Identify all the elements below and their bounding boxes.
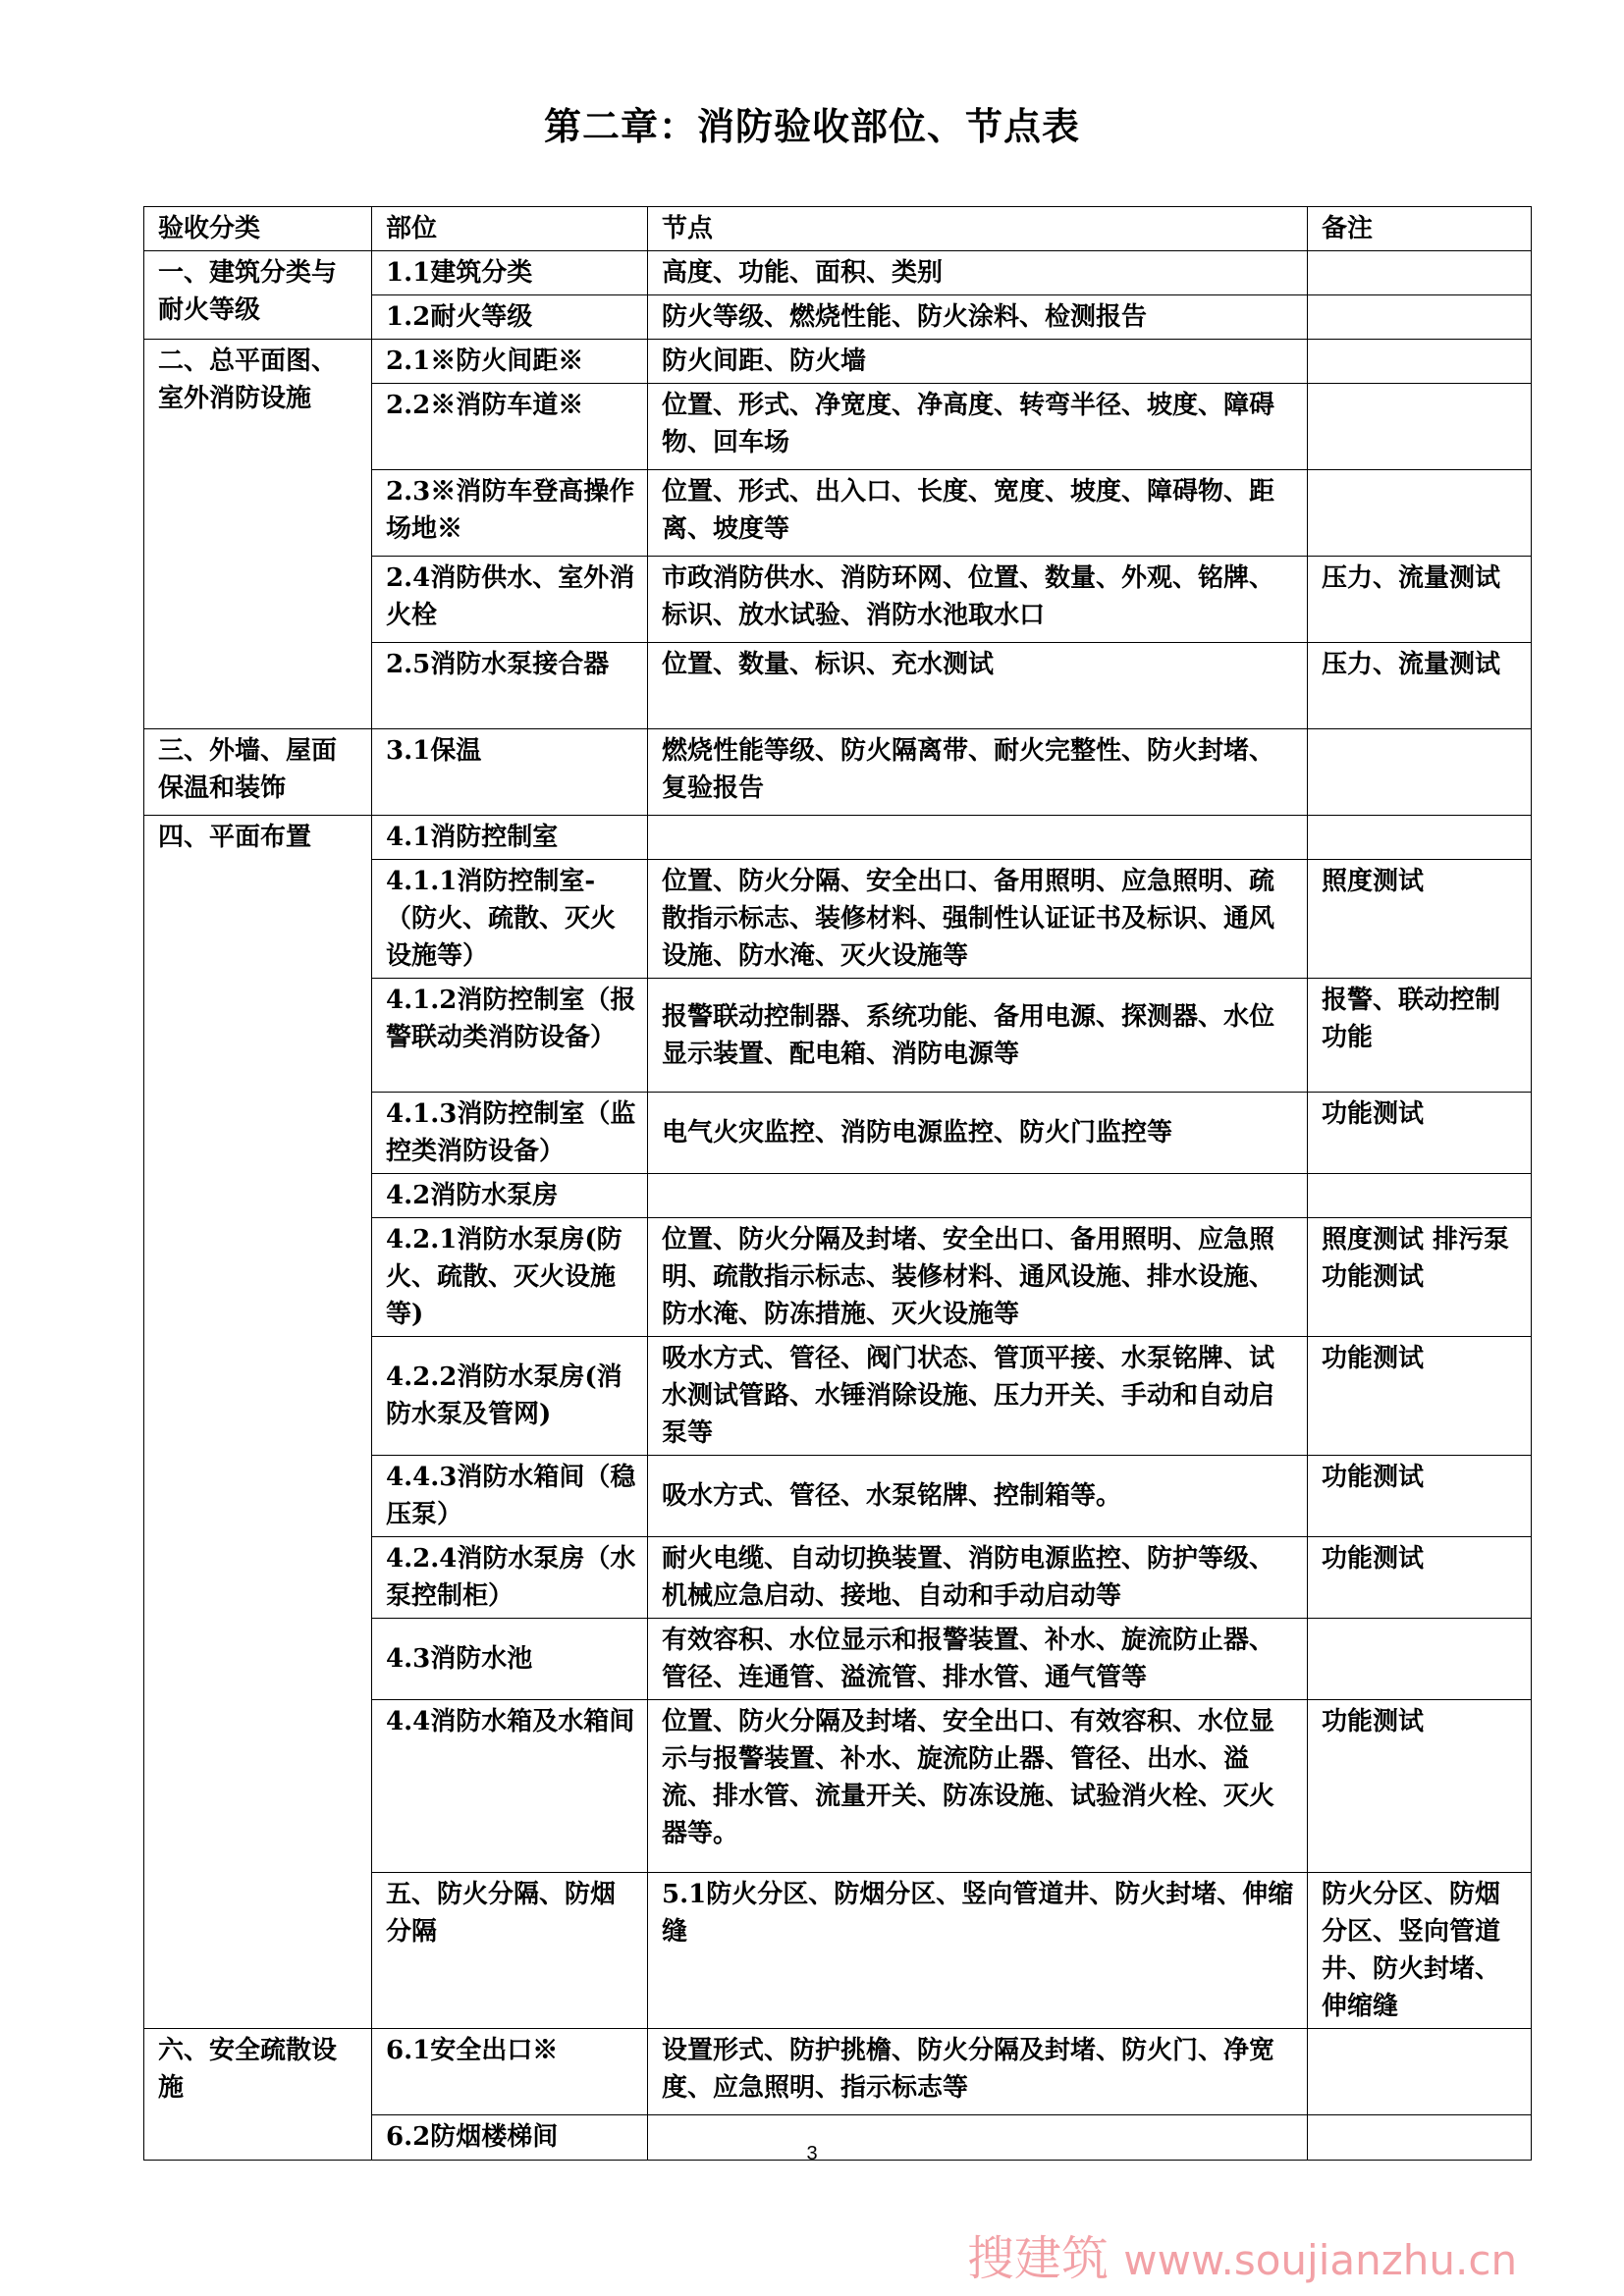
part-cell: 4.2.2消防水泵房(消防水泵及管网) — [372, 1337, 648, 1456]
part-cell: 4.1消防控制室 — [372, 816, 648, 860]
node-cell — [648, 1174, 1308, 1218]
node-cell: 耐火电缆、自动切换装置、消防电源监控、防护等级、机械应急启动、接地、自动和手动启动等 — [648, 1537, 1308, 1619]
part-cell: 3.1保温 — [372, 729, 648, 816]
watermark-cn: 搜建筑 — [967, 2231, 1110, 2286]
note-cell: 功能测试 — [1308, 1537, 1532, 1619]
page-number: 3 — [806, 2143, 818, 2164]
category-cell: 五、防火分隔、防烟分隔 — [372, 1873, 648, 2029]
category-cell: 三、外墙、屋面保温和装饰 — [144, 729, 372, 816]
note-cell: 照度测试 — [1308, 860, 1532, 979]
part-cell: 1.1建筑分类 — [372, 251, 648, 295]
node-cell: 防火间距、防火墙 — [648, 340, 1308, 384]
note-cell: 报警、联动控制功能 — [1308, 979, 1532, 1093]
part-cell: 4.4.3消防水箱间（稳压泵） — [372, 1456, 648, 1537]
part-cell: 4.2.4消防水泵房（水泵控制柜） — [372, 1537, 648, 1619]
table-row — [144, 816, 1532, 860]
node-cell: 吸水方式、管径、水泵铭牌、控制箱等。 — [648, 1456, 1308, 1537]
node-cell: 位置、防火分隔、安全出口、备用照明、应急照明、疏散指示标志、装修材料、强制性认证证书及标识、通风设施、防水淹、灭火设施等 — [648, 860, 1308, 979]
part-cell: 2.4消防供水、室外消火栓 — [372, 557, 648, 643]
node-cell: 位置、形式、出入口、长度、宽度、坡度、障碍物、距离、坡度等 — [648, 470, 1308, 557]
part-cell: 6.2防烟楼梯间 — [372, 2115, 648, 2161]
node-cell: 市政消防供水、消防环网、位置、数量、外观、铭牌、标识、放水试验、消防水池取水口 — [648, 557, 1308, 643]
node-cell: 位置、防火分隔及封堵、安全出口、有效容积、水位显示与报警装置、补水、旋流防止器、管径、出水、溢流、排水管、流量开关、防冻设施、试验消火栓、灭火器等。 — [648, 1700, 1308, 1873]
node-cell: 位置、形式、净宽度、净高度、转弯半径、坡度、障碍物、回车场 — [648, 384, 1308, 470]
category-cell: 二、总平面图、室外消防设施 — [144, 340, 372, 729]
node-cell: 位置、防火分隔及封堵、安全出口、备用照明、应急照明、疏散指示标志、装修材料、通风设施、排水设施、防水淹、防冻措施、灭火设施等 — [648, 1218, 1308, 1337]
part-cell: 2.5消防水泵接合器 — [372, 643, 648, 729]
part-cell: 4.2消防水泵房 — [372, 1174, 648, 1218]
part-cell: 4.4消防水箱及水箱间 — [372, 1700, 648, 1873]
part-cell: 4.2.1消防水泵房(防火、疏散、灭火设施等) — [372, 1218, 648, 1337]
part-cell: 6.1安全出口※ — [372, 2029, 648, 2115]
part-cell: 4.1.3消防控制室（监控类消防设备） — [372, 1093, 648, 1174]
note-cell: 压力、流量测试 — [1308, 557, 1532, 643]
note-cell — [1308, 470, 1532, 557]
part-cell: 2.1※防火间距※ — [372, 340, 648, 384]
acceptance-table — [143, 206, 1532, 2161]
table-row — [144, 340, 1532, 384]
part-cell: 2.2※消防车道※ — [372, 384, 648, 470]
table-row — [144, 2029, 1532, 2115]
page-title: 第二章：消防验收部位、节点表 — [543, 104, 1080, 148]
category-cell: 六、安全疏散设施 — [144, 2029, 372, 2161]
table-row — [144, 251, 1532, 295]
category-cell: 四、平面布置 — [144, 816, 372, 2029]
header-node: 节点 — [648, 207, 1308, 251]
note-cell — [1308, 816, 1532, 860]
node-cell: 有效容积、水位显示和报警装置、补水、旋流防止器、管径、连通管、溢流管、排水管、通气管等 — [648, 1619, 1308, 1700]
note-cell — [1308, 295, 1532, 340]
watermark — [967, 2220, 1517, 2288]
node-cell: 设置形式、防护挑檐、防火分隔及封堵、防火门、净宽度、应急照明、指示标志等 — [648, 2029, 1308, 2115]
note-cell: 压力、流量测试 — [1308, 643, 1532, 729]
header-part: 部位 — [372, 207, 648, 251]
note-cell — [1308, 1174, 1532, 1218]
node-cell: 防火分区、防烟分区、竖向管道井、防火封堵、伸缩缝 — [1308, 1873, 1532, 2029]
part-cell: 1.2耐火等级 — [372, 295, 648, 340]
note-cell: 照度测试 排污泵功能测试 — [1308, 1218, 1532, 1337]
node-cell: 燃烧性能等级、防火隔离带、耐火完整性、防火封堵、复验报告 — [648, 729, 1308, 816]
node-cell — [648, 816, 1308, 860]
note-cell — [1308, 1619, 1532, 1700]
category-cell: 一、建筑分类与耐火等级 — [144, 251, 372, 340]
part-cell: 4.1.2消防控制室（报警联动类消防设备） — [372, 979, 648, 1093]
note-cell — [1308, 251, 1532, 295]
part-cell: 5.1防火分区、防烟分区、竖向管道井、防火封堵、伸缩缝 — [648, 1873, 1308, 2029]
node-cell: 高度、功能、面积、类别 — [648, 251, 1308, 295]
table-row — [144, 729, 1532, 816]
part-cell: 4.1.1消防控制室-（防火、疏散、灭火设施等） — [372, 860, 648, 979]
note-cell — [1308, 729, 1532, 816]
watermark-url: www.soujianzhu.cn — [1123, 2236, 1518, 2284]
node-cell: 电气火灾监控、消防电源监控、防火门监控等 — [648, 1093, 1308, 1174]
header-note: 备注 — [1308, 207, 1532, 251]
note-cell — [1308, 340, 1532, 384]
header-category: 验收分类 — [144, 207, 372, 251]
note-cell — [1308, 384, 1532, 470]
note-cell: 功能测试 — [1308, 1093, 1532, 1174]
node-cell: 防火等级、燃烧性能、防火涂料、检测报告 — [648, 295, 1308, 340]
node-cell: 报警联动控制器、系统功能、备用电源、探测器、水位显示装置、配电箱、消防电源等 — [648, 979, 1308, 1093]
node-cell: 吸水方式、管径、阀门状态、管顶平接、水泵铭牌、试水测试管路、水锤消除设施、压力开关、手动和自动启泵等 — [648, 1337, 1308, 1456]
note-cell: 功能测试 — [1308, 1700, 1532, 1873]
note-cell: 功能测试 — [1308, 1337, 1532, 1456]
note-cell: 功能测试 — [1308, 1456, 1532, 1537]
part-cell: 4.3消防水池 — [372, 1619, 648, 1700]
header-row — [144, 207, 1532, 251]
part-cell: 2.3※消防车登高操作场地※ — [372, 470, 648, 557]
node-cell: 位置、数量、标识、充水测试 — [648, 643, 1308, 729]
note-cell — [1308, 2029, 1532, 2115]
